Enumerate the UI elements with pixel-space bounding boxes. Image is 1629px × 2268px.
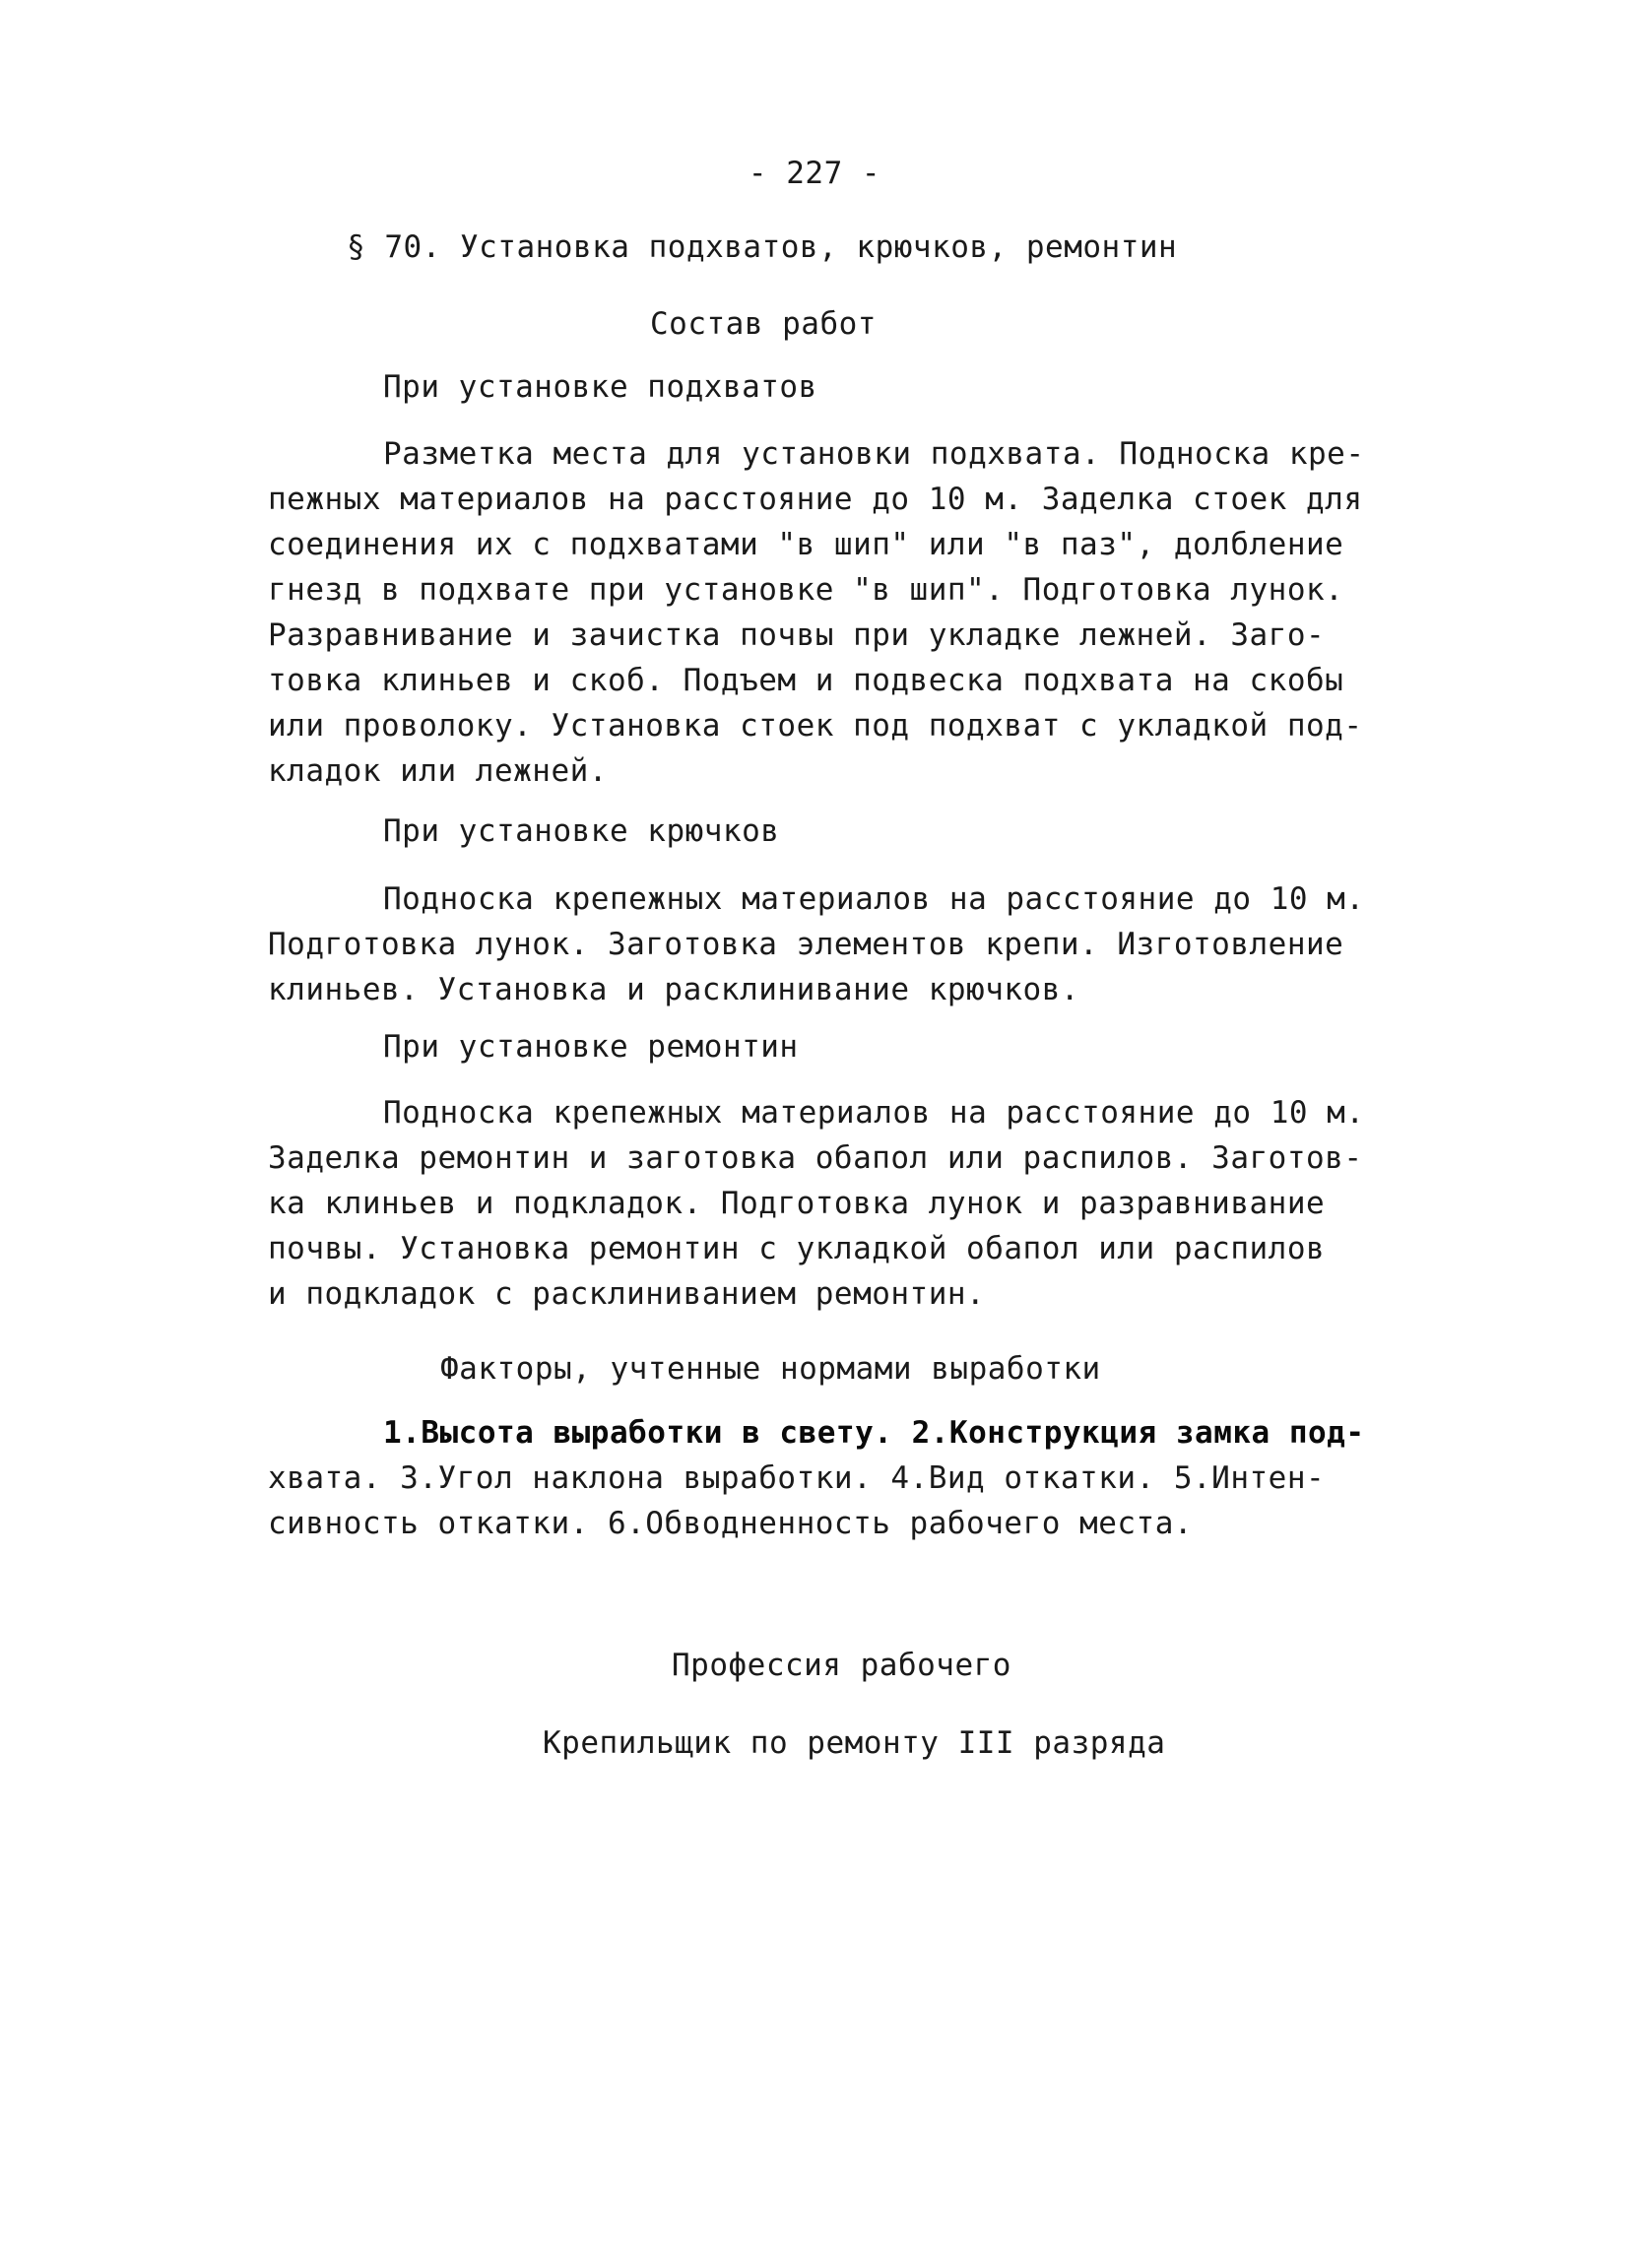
text-line: Заделка ремонтин и заготовка обапол или распилов. Заготов- bbox=[268, 1140, 1363, 1176]
text-line: хвата. 3.Угол наклона выработки. 4.Вид откатки. 5.Интен- bbox=[268, 1460, 1326, 1496]
factors-heading: Факторы, учтенные нормами выработки bbox=[440, 1351, 1101, 1387]
text-line: гнезд в подхвате при установке "в шип". Подготовка лунок. bbox=[268, 572, 1344, 608]
text-line: или проволоку. Установка стоек под подхват с укладкой под- bbox=[268, 708, 1363, 744]
work-composition-heading: Состав работ bbox=[650, 306, 877, 342]
subsection-text-kryuchki bbox=[268, 876, 1365, 1012]
profession-heading: Профессия рабочего bbox=[672, 1648, 1011, 1683]
subsection-text-podkhvaty bbox=[268, 431, 1365, 794]
factors-text bbox=[268, 1410, 1365, 1546]
text-line: почвы. Установка ремонтин с укладкой обапол или распилов bbox=[268, 1231, 1326, 1266]
text-line: 1.Высота выработки в свету. 2.Конструкция замка под- bbox=[383, 1415, 1365, 1451]
subsection-title-podkhvaty: При установке подхватов bbox=[383, 369, 817, 405]
profession-value: Крепильщик по ремонту III разряда bbox=[543, 1725, 1166, 1761]
text-line: Подноска крепежных материалов на расстояние до 10 м. bbox=[383, 881, 1365, 917]
text-line: Разравнивание и зачистка почвы при укладке лежней. Заго- bbox=[268, 617, 1326, 653]
subsection-title-kryuchki: При установке крючков bbox=[383, 813, 780, 849]
text-line: кладок или лежней. bbox=[268, 753, 608, 789]
text-line: и подкладок с расклиниванием ремонтин. bbox=[268, 1276, 986, 1312]
text-line: товка клиньев и скоб. Подъем и подвеска подхвата на скобы bbox=[268, 663, 1344, 698]
text-line: ка клиньев и подкладок. Подготовка лунок и разравнивание bbox=[268, 1186, 1326, 1221]
text-line: клиньев. Установка и расклинивание крючков. bbox=[268, 972, 1080, 1007]
text-line: пежных материалов на расстояние до 10 м. Заделка стоек для bbox=[268, 482, 1363, 517]
subsection-title-remontiny: При установке ремонтин bbox=[383, 1029, 799, 1065]
text-line: сивность откатки. 6.Обводненность рабочего места. bbox=[268, 1506, 1194, 1541]
text-line: Подготовка лунок. Заготовка элементов крепи. Изготовление bbox=[268, 927, 1344, 962]
page-number: - 227 - bbox=[748, 156, 881, 191]
text-line: соединения их с подхватами "в шип" или "в паз", долбление bbox=[268, 527, 1344, 562]
text-line: Подноска крепежных материалов на расстояние до 10 м. bbox=[383, 1095, 1365, 1131]
subsection-text-remontiny bbox=[268, 1090, 1365, 1317]
text-line: Разметка места для установки подхвата. Подноска кре- bbox=[383, 436, 1365, 472]
section-title: § 70. Установка подхватов, крючков, ремонтин bbox=[347, 229, 1178, 265]
